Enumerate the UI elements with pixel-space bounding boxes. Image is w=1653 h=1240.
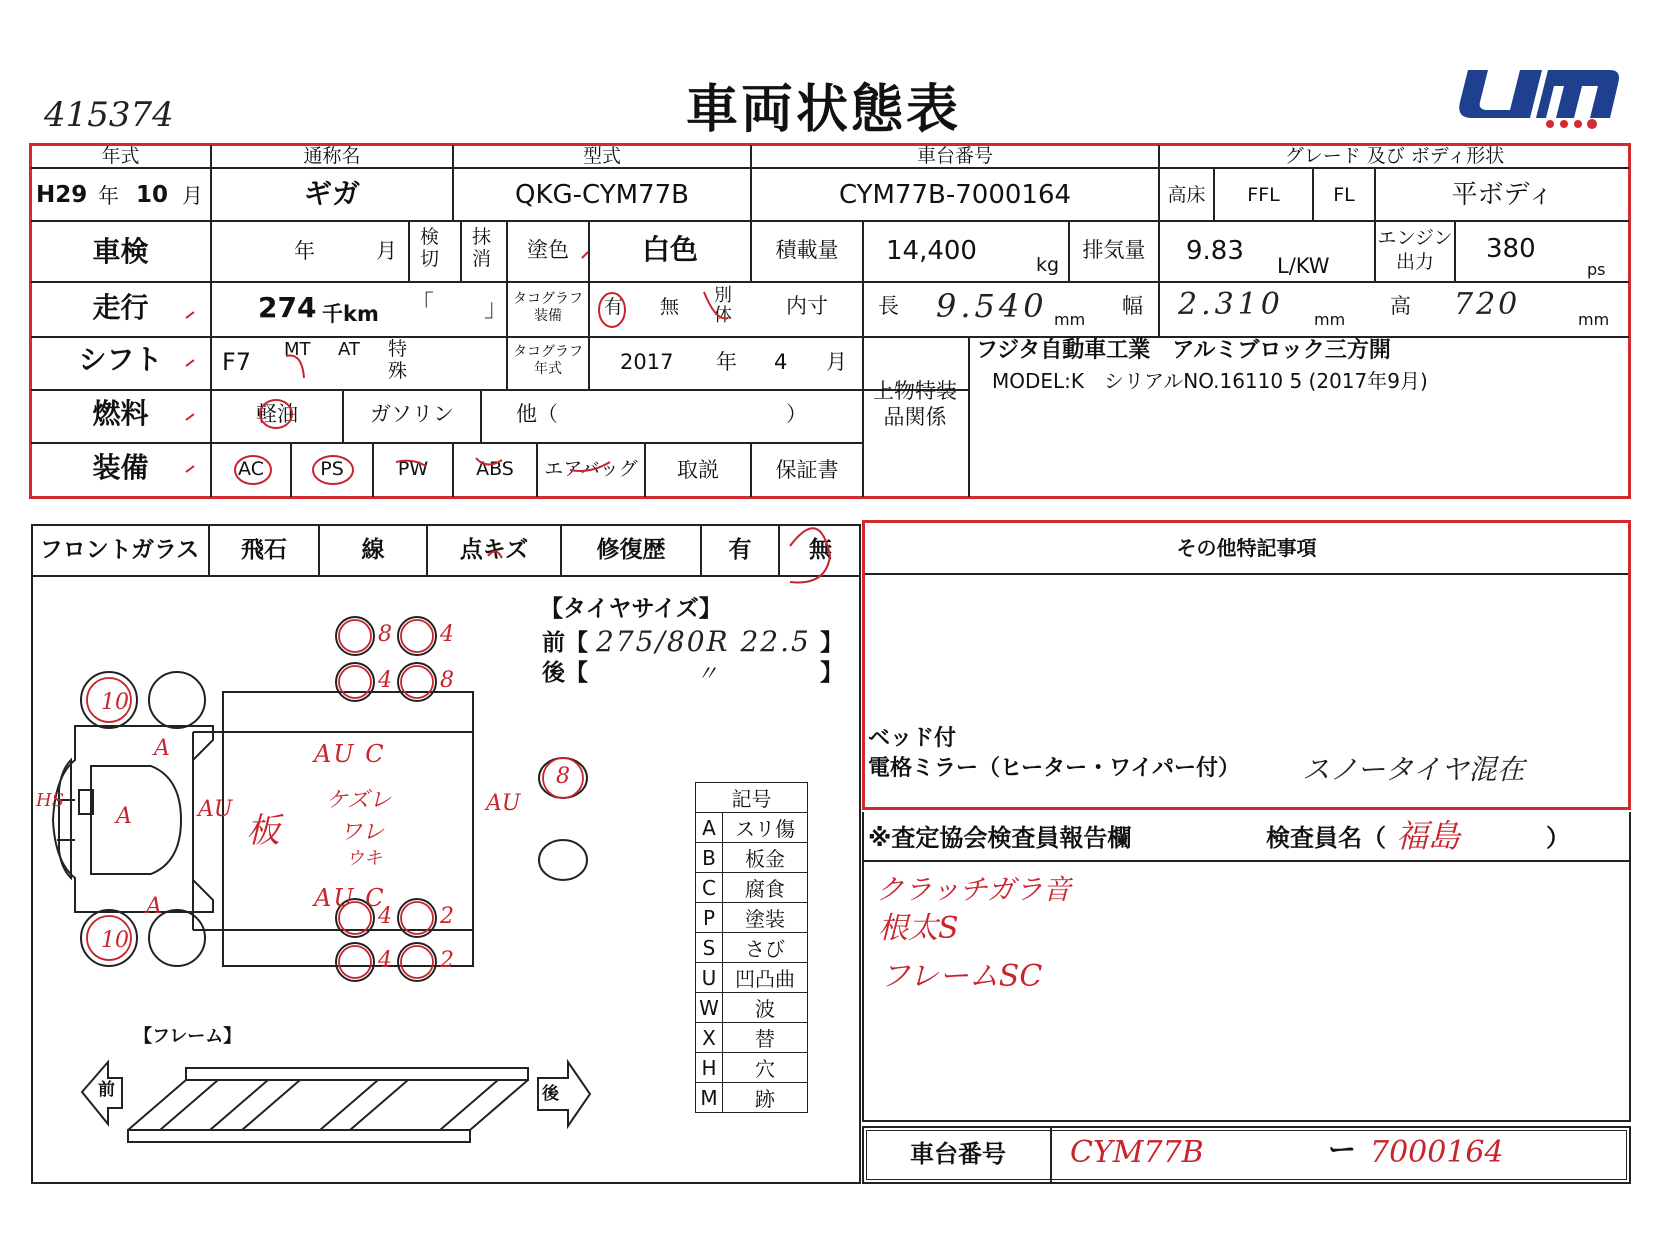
body-type: 平ボディ [1451, 180, 1554, 210]
windshield-marks [0, 510, 860, 590]
notes-handwritten: スノータイヤ混在 [1302, 753, 1525, 786]
year-month: 10 [136, 182, 169, 208]
displacement-label: 排気量 [1082, 238, 1146, 262]
shift-value: F7 [222, 348, 252, 376]
equip-label: 装備 [92, 451, 149, 484]
repair-history-label: 修復歴 [596, 537, 666, 563]
shaken-massho: 抹消 [472, 226, 492, 270]
year-era: H29 [36, 182, 88, 208]
mark-front-left-tire: 10 [101, 690, 129, 715]
legend-code: M [696, 1083, 723, 1113]
footer-chassis-dash: ー [1328, 1133, 1357, 1166]
document-number: 415374 [44, 95, 174, 135]
tire-rear-close: 】 [820, 660, 843, 686]
notes-line2: 電格ミラー（ヒーター・ワイパー付） [868, 756, 1241, 781]
inspector-note-1: クラッチガラ音 [876, 873, 1071, 906]
year-nen: 年 [98, 184, 119, 208]
chassis-header: 車台番号 [916, 145, 993, 167]
shaken-nen: 年 [294, 239, 315, 263]
inspector-note-2: 根太S [878, 911, 959, 946]
mark-tire-r1b: 4 [440, 622, 454, 647]
grade-high-floor: 高床 [1167, 184, 1206, 206]
repair-history-no: 無 [809, 537, 832, 563]
windshield-point-scratch: 点キズ [459, 537, 529, 563]
footer-chassis-b: 7000164 [1370, 1135, 1504, 1170]
tire-front-size: 275/80R 22.5 [596, 625, 811, 658]
mark-bed-ware: ワレ [340, 820, 385, 845]
length-unit: mm [1054, 310, 1086, 329]
shift-label: シフト [78, 343, 163, 376]
equip-ac: AC [238, 458, 264, 480]
inspector-note-3: フレームSC [880, 959, 1043, 994]
grade-header: グレード 及び ボディ形状 [1284, 145, 1505, 167]
upper-equipment-line2: MODEL:K シリアルNO.16110 5 (2017年9月) [992, 369, 1428, 393]
shaken-kengiri: 検切 [420, 226, 440, 270]
mark-bed-ita: 板 [246, 811, 280, 851]
tire-front-label: 前【 [542, 630, 588, 656]
upper-equipment-line1: フジタ自動車工業 アルミブロック三方開 [976, 338, 1391, 363]
mark-tire-r4b: 2 [440, 948, 454, 973]
mark-bed-uki: ウキ [346, 848, 382, 869]
inspector-name-label: 検査員名（ [1266, 824, 1386, 852]
paint-color: 白色 [641, 233, 698, 266]
legend-code: C [696, 873, 723, 903]
equip-pw: PW [397, 458, 429, 480]
mark-tire-r4a: 4 [378, 948, 392, 973]
year-gatsu: 月 [182, 184, 203, 208]
tacho-year-nen: 年 [716, 350, 737, 374]
notes-title: その他特記事項 [1176, 536, 1317, 560]
height-label: 高 [1390, 294, 1411, 318]
tacho-nashi: 無 [660, 296, 680, 318]
tire-rear-size: 〃 [696, 662, 719, 687]
width-unit: mm [1314, 310, 1346, 329]
inner-size-label: 内寸 [786, 294, 828, 318]
windshield-line: 線 [361, 537, 385, 563]
tacho-month: 4 [774, 350, 788, 374]
mark-tire-r2a: 4 [378, 668, 392, 693]
mark-bed-top: AU C [314, 740, 386, 768]
tire-size-title: 【タイヤサイズ】 [540, 596, 722, 622]
footer-chassis-label: 車台番号 [910, 1140, 1006, 1168]
shift-mt: MT [284, 339, 311, 360]
legend-code: X [696, 1023, 723, 1053]
frame-front-label: 前 [98, 1080, 115, 1100]
tire-front-close: 】 [820, 630, 843, 656]
legend-code: W [696, 993, 723, 1023]
engine-output-unit: ps [1587, 260, 1606, 279]
equip-ps: PS [320, 458, 344, 480]
tacho-equip-label: タコグラフ装備 [513, 291, 583, 324]
page-title: 車両状態表 [686, 80, 962, 140]
mark-cab-front: HS [36, 790, 65, 811]
legend-meaning: 腐食 [723, 873, 808, 903]
upper-equipment-label: 上物特装品関係 [873, 379, 957, 429]
legend-meaning: さび [723, 933, 808, 963]
windshield-chip: 飛石 [241, 537, 287, 563]
mileage-label: 走行 [92, 291, 149, 324]
legend-meaning: スリ傷 [723, 813, 808, 843]
mark-front-right-tire: 10 [101, 928, 129, 953]
displacement-unit: L/KW [1277, 254, 1330, 278]
vehicle-model: QKG-CYM77B [515, 180, 689, 210]
mark-bed-rear: AU [486, 791, 521, 816]
legend-code: S [696, 933, 723, 963]
chassis-number: CYM77B-7000164 [838, 180, 1072, 210]
notes-line1: ベッド付 [868, 726, 957, 751]
mark-spare-tire: 8 [556, 764, 570, 789]
engine-output: 380 [1486, 234, 1536, 264]
grade-ffl: FFL [1247, 184, 1280, 206]
height-unit: mm [1578, 310, 1610, 329]
fuel-label: 燃料 [92, 397, 149, 430]
fuel-gasoline: ガソリン [370, 402, 454, 426]
mark-cab-mid: A [116, 804, 132, 829]
legend-meaning: 塗装 [723, 903, 808, 933]
shift-at: AT [338, 339, 360, 360]
legend-meaning: 凹凸曲 [723, 963, 808, 993]
shift-special: 特殊 [388, 338, 408, 382]
inspector-title: ※査定協会検査員報告欄 [868, 824, 1132, 852]
mark-tire-r3a: 4 [378, 904, 392, 929]
load-unit: kg [1036, 254, 1060, 276]
inspector-name: 福島 [1396, 817, 1461, 855]
equip-airbag: エアバッグ [544, 458, 638, 480]
equip-abs: ABS [476, 458, 514, 480]
length-label: 長 [878, 294, 899, 318]
frame-label: 【フレーム】 [134, 1026, 242, 1047]
legend-code: H [696, 1053, 723, 1083]
tacho-year-label: タコグラフ年式 [513, 344, 583, 377]
length-value: 9.540 [936, 287, 1048, 325]
mileage-bracket-open: 「 [410, 290, 434, 318]
legend-meaning: 替 [723, 1023, 808, 1053]
fuel-light-oil: 軽油 [256, 402, 298, 426]
equip-manual: 取説 [677, 458, 719, 482]
fuel-other: 他（ [516, 402, 558, 426]
tacho-month-gatsu: 月 [826, 350, 847, 374]
vehicle-name: ギガ [303, 177, 360, 210]
windshield-label: フロントガラス [39, 537, 200, 563]
paint-label: 塗色 [527, 238, 569, 262]
legend-code: B [696, 843, 723, 873]
legend-meaning: 波 [723, 993, 808, 1023]
mileage-value: 274 [258, 291, 317, 324]
equip-warranty: 保証書 [775, 458, 839, 482]
top-table-marks [0, 0, 1653, 520]
height-value: 720 [1454, 287, 1521, 322]
mark-bed-kezure: ケズレ [326, 788, 392, 813]
legend-code: U [696, 963, 723, 993]
mileage-unit: 千km [322, 302, 379, 326]
mark-cab-bottom: A [146, 894, 162, 919]
tacho-year: 2017 [620, 350, 674, 374]
tacho-ari: 有 [604, 296, 624, 318]
mark-bed-front: AU [198, 797, 233, 822]
footer-chassis-a: CYM77B [1070, 1135, 1204, 1170]
width-value: 2.310 [1178, 287, 1284, 322]
legend-code: A [696, 813, 723, 843]
name-header: 通称名 [303, 145, 361, 167]
tacho-betsu: 別体 [714, 285, 732, 326]
legend-meaning: 板金 [723, 843, 808, 873]
shaken-tsuki: 月 [376, 239, 397, 263]
mark-bed-bottom: AU C [314, 884, 386, 912]
legend-title: 記号 [696, 783, 808, 813]
load-capacity: 14,400 [886, 236, 977, 266]
width-label: 幅 [1122, 294, 1143, 318]
inspector-name-close: ） [1546, 824, 1570, 852]
tire-rear-label: 後【 [542, 660, 588, 686]
year-header: 年式 [101, 145, 140, 167]
model-header: 型式 [582, 145, 621, 167]
frame-diagram [78, 1050, 598, 1150]
mark-tire-r1a: 8 [378, 622, 392, 647]
displacement: 9.83 [1186, 236, 1244, 266]
grade-fl: FL [1333, 184, 1355, 206]
mileage-bracket-close: 」 [484, 294, 508, 322]
engine-output-label: エンジン出力 [1377, 227, 1453, 273]
mark-tire-r3b: 2 [440, 904, 454, 929]
fuel-other-close: ） [786, 402, 807, 426]
load-label: 積載量 [775, 238, 839, 262]
symbol-legend [695, 782, 808, 1113]
legend-meaning: 穴 [723, 1053, 808, 1083]
mark-tire-r2b: 8 [440, 668, 454, 693]
shaken-label: 車検 [92, 235, 149, 268]
frame-rear-label: 後 [542, 1084, 559, 1104]
mark-cab-top: A [154, 736, 170, 761]
legend-code: P [696, 903, 723, 933]
legend-meaning: 跡 [723, 1083, 808, 1113]
repair-history-yes: 有 [728, 537, 752, 563]
